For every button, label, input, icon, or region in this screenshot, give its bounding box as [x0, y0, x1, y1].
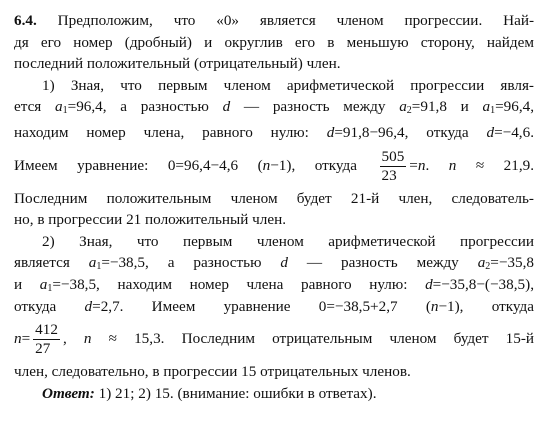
answer-label: Ответ:	[42, 384, 95, 402]
part2-line-4: откуда d=2,7. Имеем уравнение 0=−38,5+2,7 (n−1), откуда	[14, 297, 534, 315]
intro-line-3: последний положительный (отрицательный) член.	[14, 55, 341, 73]
part2-line-5-equation: n= $\frac{412}{27}$ , n ≈ 15,3. Последним отрицательным членом будет 15-й	[14, 321, 534, 358]
fraction-412-27: $\frac{412}{27}$	[35, 321, 58, 358]
part1-line-1: 1) Зная, что первым членом арифметической прогрессии явля-	[42, 76, 534, 94]
part1-line-5: Последним положительным членом будет 21-й член, следователь-	[14, 189, 534, 207]
answer-text: 1) 21; 2) 15. (внимание: ошибки в ответах).	[98, 384, 377, 402]
part2-line-3: и $a_1=-38,5$, находим номер члена равного нулю: d=−35,8−(−38,5),	[14, 275, 534, 294]
part1-line-3: находим номер члена, равного нулю: d=91,8−96,4, откуда d=−4,6.	[14, 123, 534, 141]
part1-line-6: но, в прогрессии 21 положительный член.	[14, 211, 287, 229]
part2-line-6: член, следовательно, в прогрессии 15 отрицательных членов.	[14, 363, 411, 381]
intro-line-1: 6.4. Предположим, что «0» является членом прогрессии. Най-	[14, 12, 534, 29]
fraction-505-23: $\frac{505}{23}$	[381, 147, 405, 184]
part2-line-1: 2) Зная, что первым членом арифметической прогрессии	[42, 232, 534, 250]
part1-line-4-equation: Имеем уравнение: 0=96,4−4,6 (n−1), откуда $\frac{505}{23}$ =n. n ≈ 21,9.	[14, 147, 534, 184]
answer-line	[14, 383, 534, 405]
problem-number: 6.4.	[14, 12, 37, 29]
intro-line-2: дя его номер (дробный) и округлив его в меньшую сторону, найдем	[14, 33, 534, 51]
part2-line-2: является $a_1=-38,5$, а разностью d — разность между $a_2=-35,8$	[14, 254, 534, 273]
part1-line-2: ется $a_1=96,4$, а разностью d — разность между $a_2=91,8$ и $a_1=96,4$,	[14, 98, 534, 117]
